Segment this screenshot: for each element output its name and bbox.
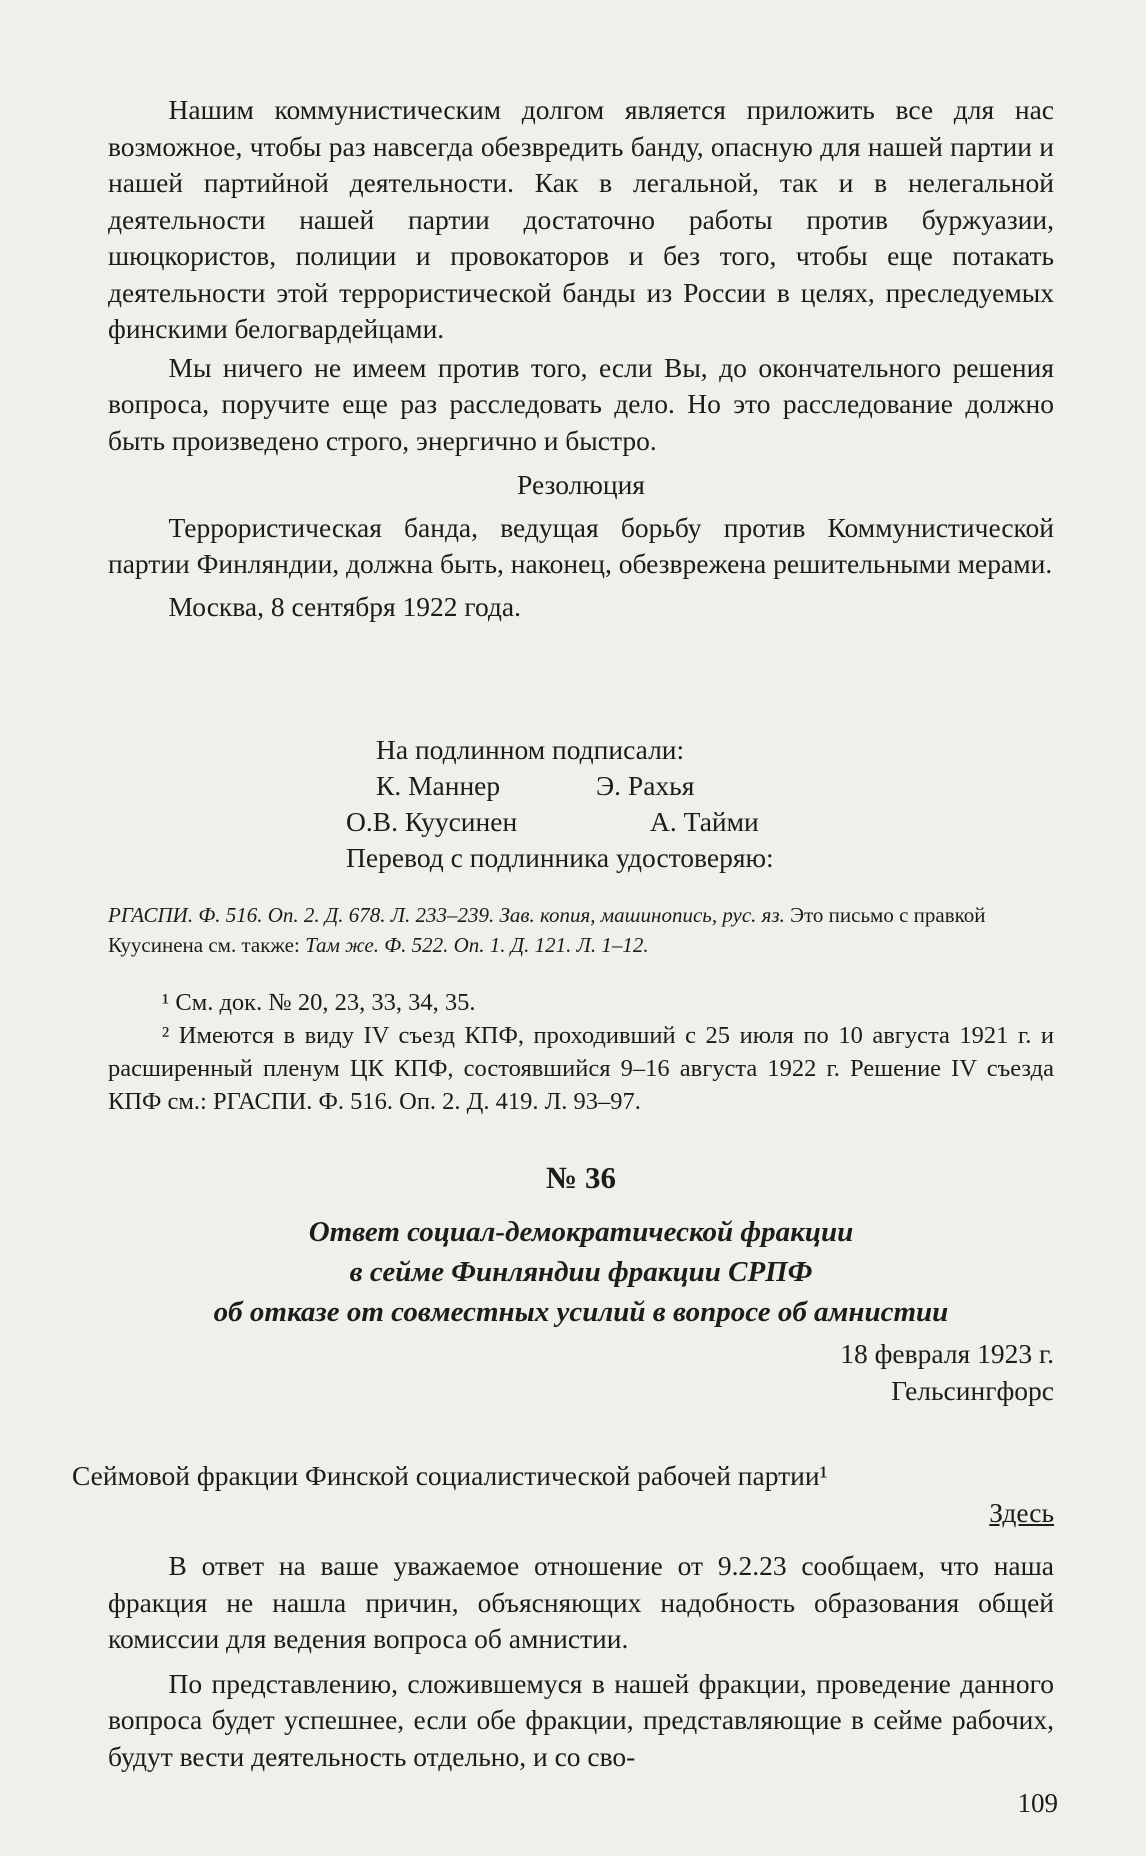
title-line: в сейме Финляндии фракции СРПФ <box>349 1256 813 1288</box>
footnote-1: ¹ См. док. № 20, 23, 33, 34, 35. <box>161 989 476 1016</box>
signature-row <box>108 768 1054 804</box>
title-line: Ответ социал-демократической фракции <box>308 1216 854 1248</box>
addressee-block <box>72 1458 1054 1531</box>
paragraph-investigation: Мы ничего не имеем против того, если Вы, до окончательного решения вопроса, поручите еще раз расследовать дело. Но это расследование должно быть произведено строго, энергично и быстро. <box>108 351 1054 456</box>
translation-certification: Перевод с подлинника удостоверяю: <box>346 842 774 873</box>
paragraph-resolution: Террористическая банда, ведущая борьбу против Коммунистической партии Финляндии, должна быть, наконец, обезврежена решительными мерами. <box>108 511 1054 579</box>
footnotes-block <box>108 986 1054 1118</box>
signature-row <box>108 804 1054 840</box>
addressee: Сеймовой фракции Финской социалистической рабочей партии¹ <box>72 1460 828 1491</box>
signature-kuusinen: О.В. Куусинен <box>346 806 518 837</box>
reply-text-block <box>108 1548 1054 1775</box>
document-number: № 36 <box>546 1160 616 1195</box>
reply-paragraph-1: В ответ на ваше уважаемое отношение от 9.2.23 сообщаем, что наша фракция не нашла причин, объясняющих надобность образования общей комиссии для ведения вопроса об амнистии. <box>108 1550 1054 1654</box>
archive-source-note <box>108 900 1054 960</box>
document-place: Гельсингфорс <box>891 1374 1054 1406</box>
reply-paragraph-2: По представлению, сложившемуся в нашей фракции, проведение данного вопроса будет успешнее, если обе фракции, представляющие в сейме рабочих, будут вести деятельность отдельно, и со сво- <box>108 1667 1054 1772</box>
title-line: об отказе от совместных усилий в вопросе об амнистии <box>213 1296 949 1328</box>
main-text-block <box>108 92 1054 625</box>
signature-taimi: А. Тайми <box>650 806 759 837</box>
signature-rahja: Э. Рахья <box>596 770 695 801</box>
signature-manner: К. Маннер <box>376 770 501 801</box>
archive-note-text: Это письмо с правкой Куусинена см. также: <box>108 903 986 957</box>
footnote-2: ² Имеются в виду IV съезд КПФ, проходивший с 25 июля по 10 августа 1921 г. и расширенный пленум ЦК КПФ, состоявшийся 9–16 августа 1922 г. Решение IV съезда КПФ см.: РГАСПИ. Ф. 516. Оп. 2. Д. 419. Л. 93–97. <box>108 1022 1054 1115</box>
page-number: 109 <box>1017 1788 1058 1818</box>
archive-reference: РГАСПИ. Ф. 516. Оп. 2. Д. 678. Л. 233–239. Зав. копия, машинопись, рус. яз. <box>108 903 785 927</box>
date-line: Москва, 8 сентября 1922 года. <box>168 590 522 622</box>
document-header <box>108 1160 1054 1409</box>
signatures-block <box>108 732 1054 876</box>
addressee-location: Здесь <box>989 1496 1054 1528</box>
paragraph-communist-duty: Нашим коммунистическим долгом является приложить все для нас возможное, чтобы раз навсегда обезвредить банду, опасную для нашей партии и нашей партийной деятельности. Как в легальной, так и в нелегальной деятельности нашей партии достаточно работы против буржуазии, шюцкористов, полиции и провокаторов и без того, чтобы еще потакать деятельности этой террористической банды из России в целях, преследуемых финскими белогвардейцами. <box>108 94 1054 344</box>
document-title <box>108 1212 1054 1332</box>
document-date: 18 февраля 1923 г. <box>840 1338 1054 1369</box>
see-also-reference: Там же. Ф. 522. Оп. 1. Д. 121. Л. 1–12. <box>305 933 649 957</box>
resolution-heading: Резолюция <box>517 469 645 500</box>
signatures-heading: На подлинном подписали: <box>376 734 685 765</box>
